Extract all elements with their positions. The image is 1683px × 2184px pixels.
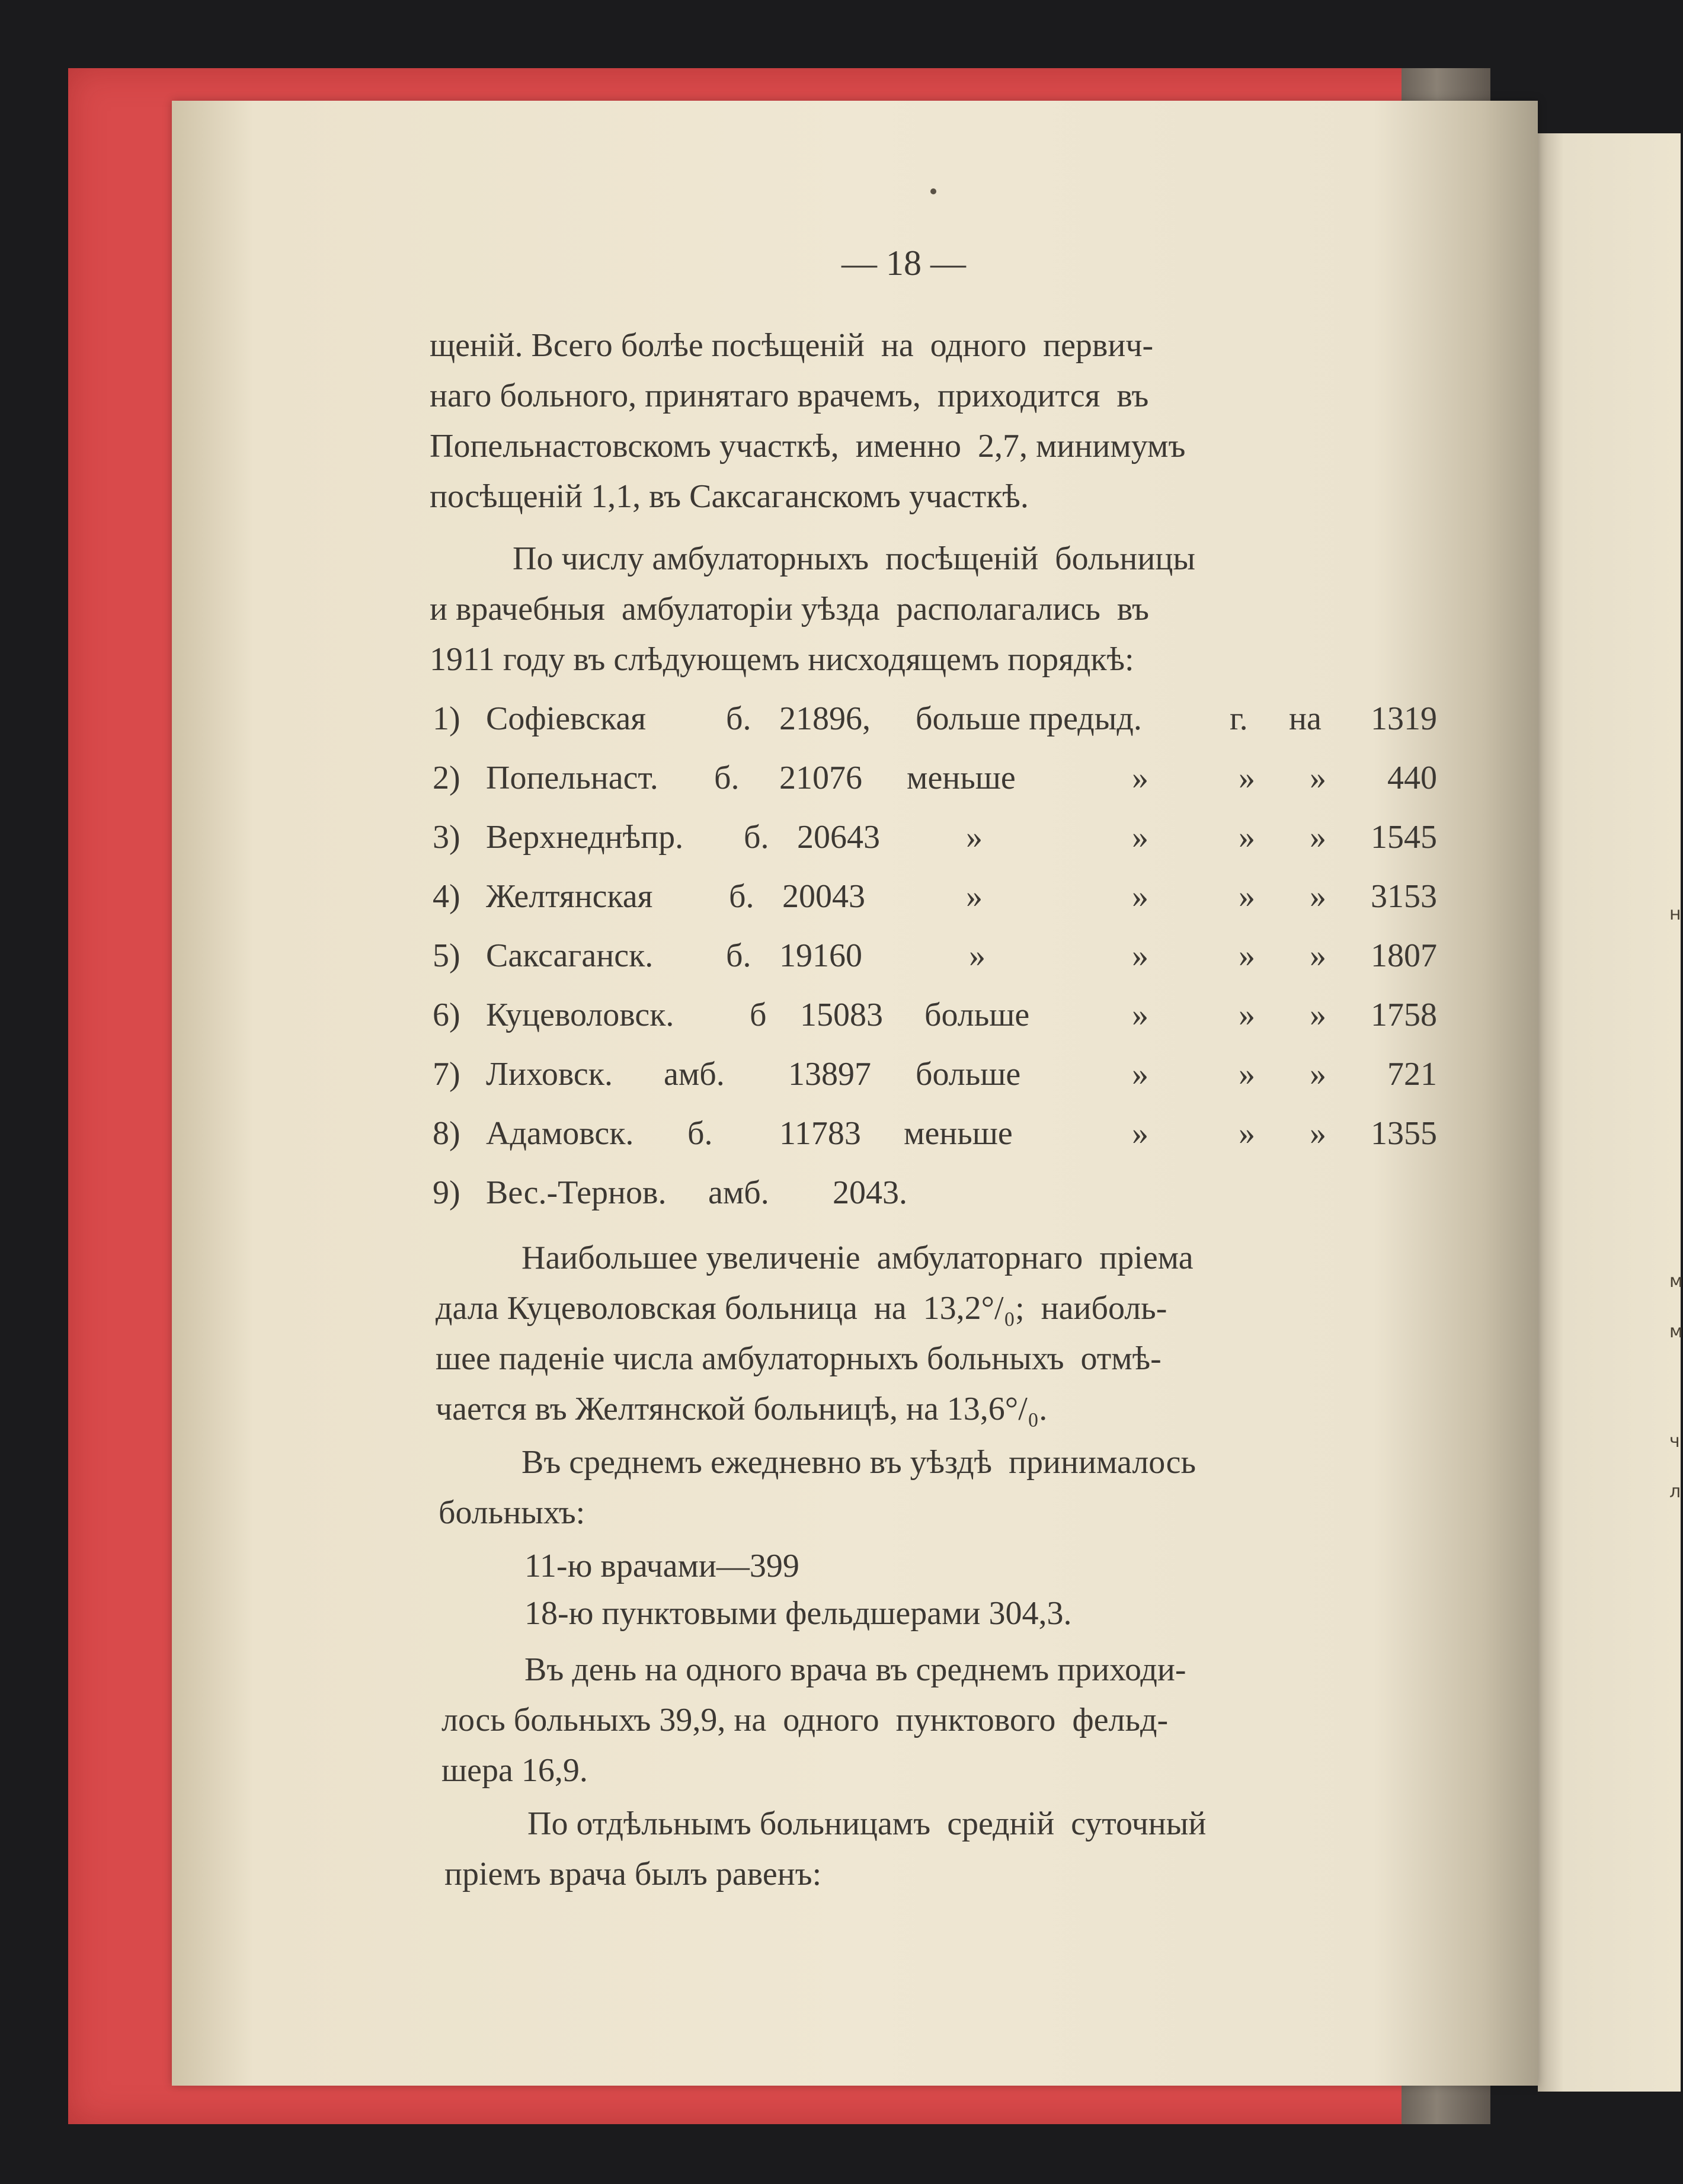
change-value: 1807 bbox=[1371, 937, 1437, 974]
hospital-type: б bbox=[750, 997, 767, 1033]
ditto-mark: » bbox=[1239, 878, 1255, 915]
paragraph-line: Попельнастовскомъ участкѣ, именно 2,7, минимумъ bbox=[430, 428, 1186, 465]
item-number: 2) bbox=[433, 760, 460, 796]
ditto-mark: » bbox=[1310, 1056, 1326, 1093]
next-page-fragment: н bbox=[1669, 904, 1681, 924]
paragraph-line: По числу амбулаторныхъ посѣщеній больницы bbox=[513, 540, 1195, 577]
paragraph-line: больныхъ: bbox=[439, 1494, 585, 1531]
hospital-type: амб. bbox=[664, 1056, 725, 1093]
visit-count: 21076 bbox=[779, 760, 862, 796]
visit-count: 11783 bbox=[779, 1115, 861, 1152]
ditto-mark: » bbox=[1310, 760, 1326, 796]
visit-count: 2043. bbox=[833, 1174, 907, 1211]
paragraph-line: дала Куцеволовская больница на 13,2°/₀; наиболь- bbox=[436, 1290, 1167, 1327]
paragraph-line: наго больного, принятаго врачемъ, приходится въ bbox=[430, 377, 1149, 414]
visit-count: 21896, bbox=[779, 700, 871, 737]
ditto-mark: » bbox=[1132, 1115, 1148, 1152]
item-number: 3) bbox=[433, 819, 460, 856]
change-value: 1319 bbox=[1371, 700, 1437, 737]
ditto-mark: » bbox=[1132, 997, 1148, 1033]
hospital-name: Лиховск. bbox=[486, 1056, 613, 1093]
item-number: 8) bbox=[433, 1115, 460, 1152]
ditto-mark: » bbox=[1310, 878, 1326, 915]
paragraph-line: Въ день на одного врача въ среднемъ приходи- bbox=[524, 1651, 1186, 1688]
hospital-type: б. bbox=[729, 878, 754, 915]
item-number: 9) bbox=[433, 1174, 460, 1211]
ditto-mark: на bbox=[1289, 700, 1322, 737]
ditto-mark: » bbox=[1239, 997, 1255, 1033]
paragraph-line: посѣщеній 1,1, въ Саксаганскомъ участкѣ. bbox=[430, 478, 1029, 515]
paragraph-line: шее паденіе числа амбулаторныхъ больныхъ отмѣ- bbox=[436, 1340, 1162, 1377]
hospital-name: Адамовск. bbox=[486, 1115, 634, 1152]
paragraph-line: Наибольшее увеличеніе амбулаторнаго пріема bbox=[521, 1240, 1194, 1276]
visit-count: 15083 bbox=[800, 997, 883, 1033]
paragraph-line: Въ среднемъ ежедневно въ уѣздѣ принималось bbox=[521, 1444, 1196, 1481]
ditto-mark: » bbox=[1132, 760, 1148, 796]
next-page-fragment: м bbox=[1669, 1271, 1683, 1292]
change-value: 3153 bbox=[1371, 878, 1437, 915]
hospital-name: Желтянская bbox=[486, 878, 653, 915]
item-number: 1) bbox=[433, 700, 460, 737]
comparison-text: больше bbox=[916, 1056, 1021, 1093]
item-number: 6) bbox=[433, 997, 460, 1033]
visit-count: 13897 bbox=[788, 1056, 871, 1093]
ditto-mark: » bbox=[1310, 1115, 1326, 1152]
visit-count: 20043 bbox=[782, 878, 865, 915]
change-value: 721 bbox=[1387, 1056, 1437, 1093]
item-number: 5) bbox=[433, 937, 460, 974]
change-value: 440 bbox=[1387, 760, 1437, 796]
paragraph-line: 1911 году въ слѣдующемъ нисходящемъ порядкѣ: bbox=[430, 641, 1134, 678]
ditto-mark: » bbox=[1310, 937, 1326, 974]
list-line: 18-ю пунктовыми фельдшерами 304,3. bbox=[524, 1595, 1072, 1632]
hospital-type: б. bbox=[744, 819, 769, 856]
visit-count: 19160 bbox=[779, 937, 862, 974]
next-page-edge bbox=[1538, 133, 1681, 2092]
hospital-name: Саксаганск. bbox=[486, 937, 654, 974]
comparison-text: » bbox=[969, 937, 986, 974]
page-number: — 18 — bbox=[842, 244, 966, 283]
item-number: 4) bbox=[433, 878, 460, 915]
paragraph-line: и врачебныя амбулаторіи уѣзда располагались въ bbox=[430, 591, 1149, 627]
comparison-text: » bbox=[966, 819, 983, 856]
ditto-mark: » bbox=[1310, 819, 1326, 856]
paragraph-line: щеній. Всего болѣе посѣщеній на одного первич- bbox=[430, 327, 1154, 364]
hospital-name: Вес.-Тернов. bbox=[486, 1174, 667, 1211]
item-number: 7) bbox=[433, 1056, 460, 1093]
ditto-mark: » bbox=[1132, 1056, 1148, 1093]
change-value: 1758 bbox=[1371, 997, 1437, 1033]
comparison-text: » bbox=[966, 878, 983, 915]
ditto-mark: » bbox=[1132, 819, 1148, 856]
change-value: 1545 bbox=[1371, 819, 1437, 856]
hospital-type: амб. bbox=[708, 1174, 769, 1211]
hospital-type: б. bbox=[714, 760, 740, 796]
ditto-mark: » bbox=[1239, 1115, 1255, 1152]
ditto-mark: » bbox=[1310, 997, 1326, 1033]
comparison-text: больше предыд. bbox=[916, 700, 1142, 737]
hospital-type: б. bbox=[726, 700, 751, 737]
paragraph-line: чается въ Желтянской больницѣ, на 13,6°/₀. bbox=[436, 1391, 1048, 1427]
comparison-text: меньше bbox=[907, 760, 1016, 796]
ditto-mark: » bbox=[1132, 878, 1148, 915]
ditto-mark: г. bbox=[1230, 700, 1248, 737]
hospital-name: Попельнаст. bbox=[486, 760, 658, 796]
paragraph-line: лось больныхъ 39,9, на одного пунктового фельд- bbox=[441, 1702, 1169, 1738]
list-line: 11-ю врачами—399 bbox=[524, 1548, 799, 1584]
comparison-text: меньше bbox=[904, 1115, 1013, 1152]
paragraph-line: шера 16,9. bbox=[441, 1752, 588, 1789]
comparison-text: больше bbox=[924, 997, 1030, 1033]
paragraph-line: пріемъ врача былъ равенъ: bbox=[444, 1856, 822, 1892]
visit-count: 20643 bbox=[797, 819, 880, 856]
ditto-mark: » bbox=[1239, 1056, 1255, 1093]
paragraph-line: По отдѣльнымъ больницамъ средній суточный bbox=[527, 1805, 1207, 1842]
hospital-type: б. bbox=[687, 1115, 713, 1152]
ink-speck bbox=[930, 188, 936, 194]
ditto-mark: » bbox=[1239, 760, 1255, 796]
ditto-mark: » bbox=[1132, 937, 1148, 974]
ditto-mark: » bbox=[1239, 819, 1255, 856]
next-page-fragment: ч bbox=[1669, 1431, 1680, 1452]
hospital-name: Верхнеднѣпр. bbox=[486, 819, 684, 856]
hospital-name: Куцеволовск. bbox=[486, 997, 674, 1033]
next-page-fragment: л bbox=[1669, 1481, 1681, 1502]
change-value: 1355 bbox=[1371, 1115, 1437, 1152]
hospital-name: Софіевская bbox=[486, 700, 646, 737]
next-page-fragment: м bbox=[1669, 1321, 1683, 1342]
hospital-type: б. bbox=[726, 937, 751, 974]
ditto-mark: » bbox=[1239, 937, 1255, 974]
